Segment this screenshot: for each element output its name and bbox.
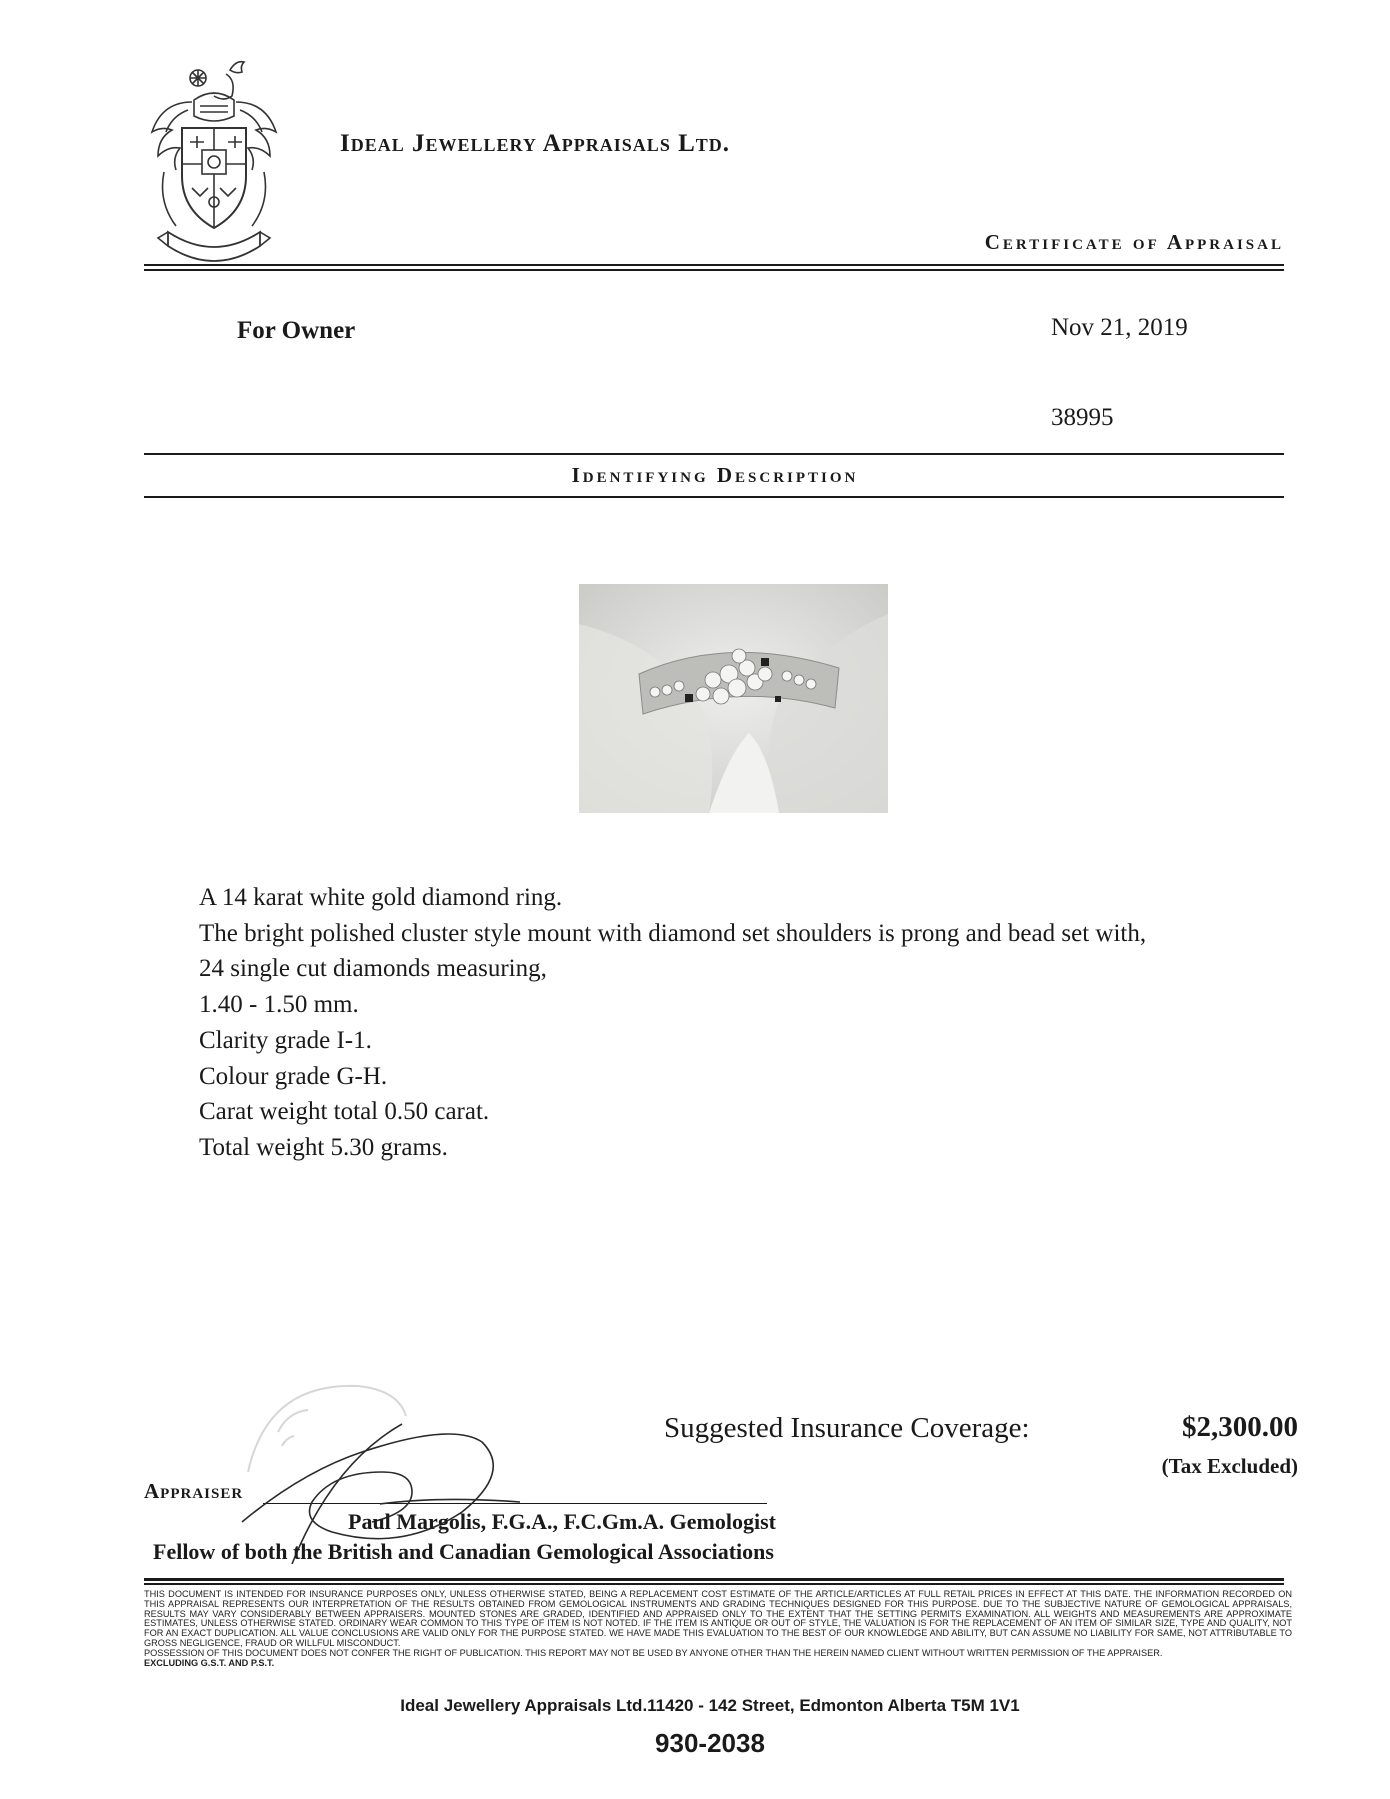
appraisal-date: Nov 21, 2019 — [1051, 314, 1188, 341]
footer-address: Ideal Jewellery Appraisals Ltd.11420 - 142 Street, Edmonton Alberta T5M 1V1 — [400, 1696, 1020, 1715]
item-description — [199, 880, 1146, 1166]
insurance-label: Suggested Insurance Coverage: — [664, 1412, 1030, 1444]
section-title: Identifying Description — [571, 463, 859, 487]
disclaimer — [144, 1590, 1292, 1668]
description-line: 1.40 - 1.50 mm. — [199, 991, 359, 1019]
tax-note: (Tax Excluded) — [1161, 1454, 1298, 1478]
description-line: Colour grade G-H. — [199, 1062, 388, 1090]
appraiser-label: Appraiser — [144, 1479, 244, 1503]
owner-label: For Owner — [237, 317, 356, 344]
certificate-number: 38995 — [1051, 404, 1114, 431]
description-line: Clarity grade I-1. — [199, 1026, 372, 1054]
document-title: Certificate of Appraisal — [984, 230, 1284, 254]
description-line: A 14 karat white gold diamond ring. — [199, 884, 563, 911]
header-divider-secondary — [144, 269, 1284, 271]
description-line: 24 single cut diamonds measuring, — [199, 955, 547, 983]
description-line: The bright polished cluster style mount with diamond set shoulders is prong and bead set with, — [199, 919, 1147, 947]
ring-photo — [579, 584, 888, 813]
disclaimer-body: THIS DOCUMENT IS INTENDED FOR INSURANCE PURPOSES ONLY, UNLESS OTHERWISE STATED, BEING A REPLACEMENT COST ESTIMATE OF THE ARTICLE/ARTICLES AT FULL RETAIL PRICES IN EFFECT AT THIS DATE. THE INFORMATION RECORDED ON THIS APPRAISAL REPRESENTS OUR INTERPRETATION OF THE RESULTS OBTAINED FROM GEMOLOGICAL INSTRUMENTS AND GRADING TECHNIQUES DESIGNED FOR THIS PURPOSE. DUE TO THE SUBJECTIVE NATURE OF GEMOLOGICAL APPRAISALS, RESULTS MAY VARY CONSIDERABLY BETWEEN APPRAISERS. MOUNTED STONES ARE GRADED, IDENTIFIED AND APPRAISED ONLY TO THE EXTENT THAT THE SETTING PERMITS EXAMINATION. ALL WEIGHTS AND MEASUREMENTS ARE APPROXIMATE ESTIMATES, UNLESS OTHERWISE STATED. ORDINARY WEAR COMMON TO THIS TYPE OF ITEM IS NOT NOTED. IF THE ITEM IS ANTIQUE OR OUT OF STYLE, THE VALUATION IS FOR THE REPLACEMENT OF AN ITEM OF SIMILAR SIZE, TYPE AND QUALITY, NOT FOR AN EXACT DUPLICATION. ALL VALUE CONCLUSIONS ARE VALID ONLY FOR THE PURPOSE STATED. WE HAVE MADE THIS EVALUATION TO THE BEST OF OUR KNOWLEDGE AND ABILITY, BUT CAN ASSUME NO LIABILITY FOR SAME, NOT ATTRIBUTABLE TO GROSS NEGLIGENCE, FRAUD OR WILLFUL MISCONDUCT. — [144, 1589, 1292, 1648]
header-divider — [144, 264, 1284, 266]
disclaimer-publication: POSSESSION OF THIS DOCUMENT DOES NOT CONFER THE RIGHT OF PUBLICATION. THIS REPORT MAY NOT BE USED BY ANYONE OTHER THAN THE HEREIN NAMED CLIENT WITHOUT WRITTEN PERMISSION OF THE APPRAISER. — [144, 1647, 1163, 1658]
footer-phone: 930-2038 — [655, 1728, 765, 1758]
description-line: Carat weight total 0.50 carat. — [199, 1098, 490, 1126]
appraiser-fellowship: Fellow of both the British and Canadian Gemological Associations — [153, 1539, 774, 1564]
insurance-value: $2,300.00 — [1182, 1411, 1298, 1443]
footer-divider-secondary — [144, 1583, 1284, 1585]
disclaimer-tax: EXCLUDING G.S.T. AND P.S.T. — [144, 1657, 275, 1668]
footer-divider — [144, 1578, 1284, 1581]
company-name: Ideal Jewellery Appraisals Ltd. — [340, 130, 731, 157]
section-divider-top — [144, 453, 1284, 455]
section-divider-bottom — [144, 496, 1284, 498]
appraiser-name: Paul Margolis, F.G.A., F.C.Gm.A. Gemologist — [348, 1509, 776, 1534]
description-line: Total weight 5.30 grams. — [199, 1133, 448, 1161]
coat-of-arms-icon — [142, 52, 284, 270]
